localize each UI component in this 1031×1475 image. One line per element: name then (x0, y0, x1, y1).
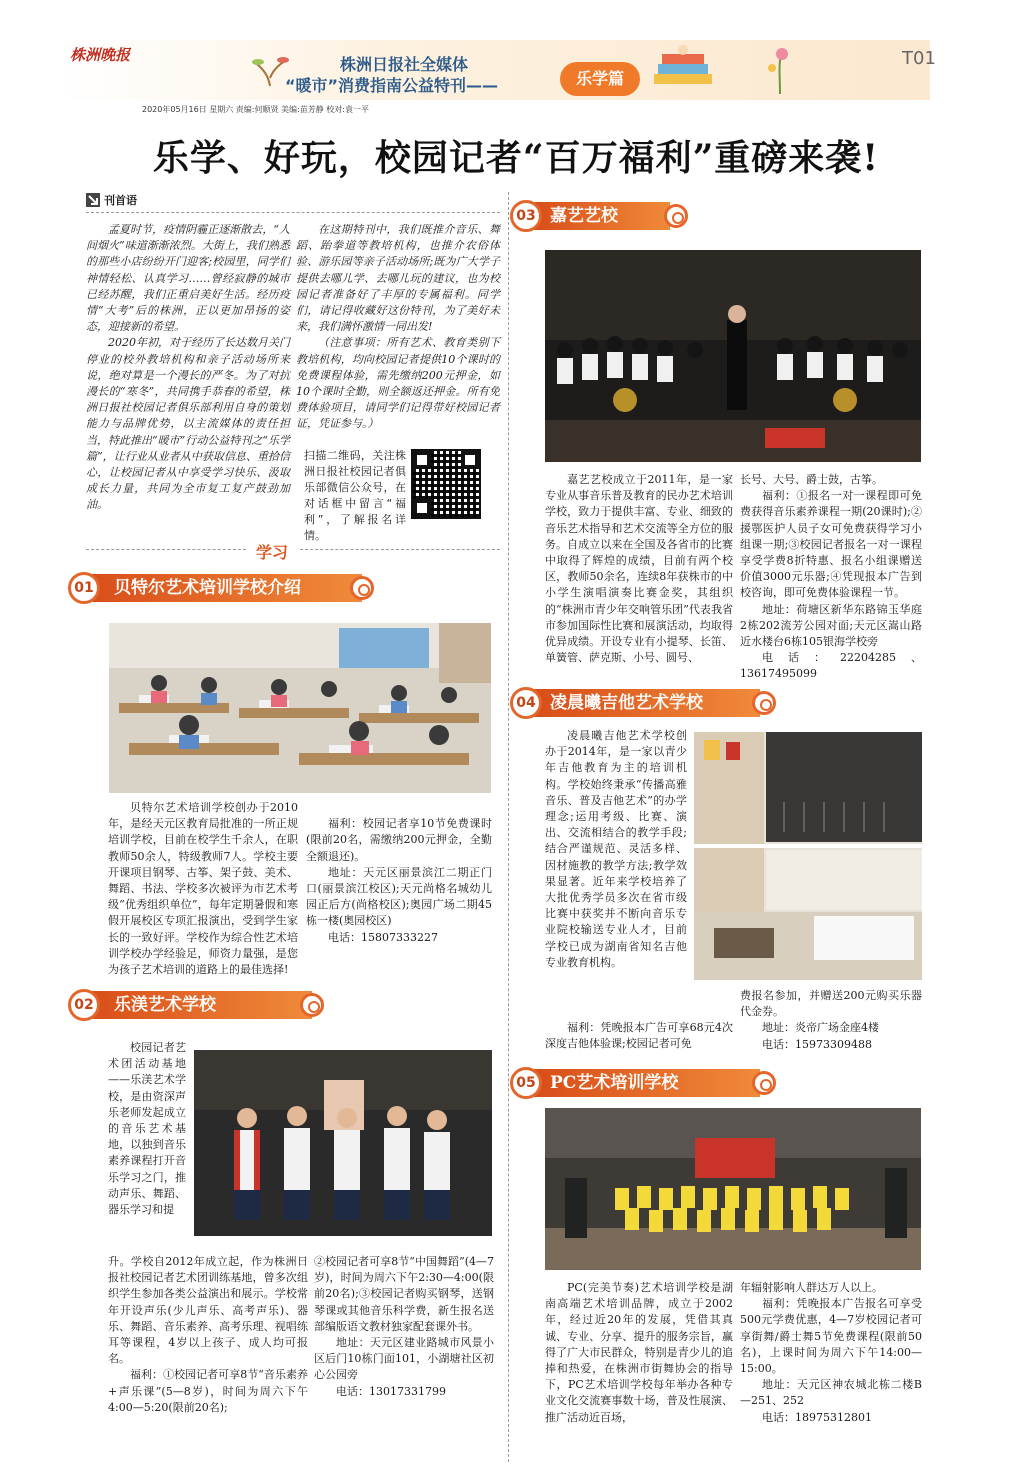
banner-leaf-decoration (250, 48, 290, 88)
section-04-photo (694, 732, 922, 980)
section-05-number: 05 (510, 1067, 542, 1099)
section-05-swirl-icon (752, 1071, 776, 1095)
banner-books-illustration (648, 44, 718, 98)
qr-eye-icon (413, 451, 431, 469)
section-01-photo (109, 623, 491, 793)
section-02-side-text: 校园记者艺术团活动基地——乐渼艺术学校，是由资深声乐老师发起成立的音乐艺术基地，以独到音乐素养课程打开音乐学习之门，推动声乐、舞蹈、器乐学习和提 (108, 1041, 186, 1217)
section-01-body-col2: 福利：校园记者享10节免费课时(限前20名，需缴纳200元押金，全勤全额退还)。 地址：天元区丽景滨江二期正门口(丽景滨江校区);天元尚格名城幼儿园正后方(尚格校区);奥园广场二期45栋一楼(奥园校区) 电话：15807333227 (306, 817, 492, 944)
newspaper-logo: 株洲晚报 (70, 46, 131, 64)
page-headline: 乐学、好玩，校园记者“百万福利”重磅来袭! (152, 137, 880, 179)
preface-arrow-icon (86, 193, 100, 207)
qr-caption: 扫描二维码，关注株洲日报社校园记者俱乐部微信公众号，在对话框中留言“福利”，了解报名详情。 (304, 449, 406, 542)
section-03-title: 嘉艺艺校 (550, 206, 618, 226)
section-05-photo (545, 1108, 921, 1270)
section-03-body-col2: 长号、大号、爵士鼓，古筝。 福利：①报名一对一课程即可免费获得音乐素养课程一期(20课时);②援鄂医护人员子女可免费获得学习小组课一期;③校园记者报名一对一课程享受学费8折特惠、报名小组课赠送价值3000元乐器;④凭现报本广告到校咨询，即可免费体验课程一节。 地址：荷塘区新华东路锦玉华庭2栋202流芳公园对面;天元区嵩山路近水楼台6栋105银海学校旁 电话：22204285、13617495099 (740, 473, 922, 681)
section-03-body-col1: 嘉艺艺校成立于2011年，是一家专业从事音乐普及教育的民办艺术培训学校，致力于提供丰富、专业、细致的音乐艺术指导和艺术交流等全方位的服务。自成立以来在全国及各省市的比赛中取得了辉煌的成绩，目前有两个校区，教师50余名，连续8年获株市的中小学生演唱演奏比赛金奖，其组织的“株洲市青少年交响管乐团”代表我省市参加国际性比赛和展演活动，均取得优异成绩。开设专业有小提琴、长笛、单簧管、萨克斯、小号、圆号、 (545, 473, 733, 665)
section-03-number: 03 (510, 200, 542, 232)
section-01-number: 01 (68, 572, 100, 604)
banner-tag: 乐学篇 (560, 62, 640, 96)
section-03-swirl-icon (664, 204, 688, 228)
section-05-title: PC艺术培训学校 (550, 1073, 679, 1093)
banner-title-line1: 株洲日报社全媒体 (340, 55, 469, 74)
section-02-swirl-icon (300, 993, 324, 1017)
qr-eye-icon (461, 451, 479, 469)
preface-divider (86, 212, 500, 213)
preface-col1: 孟夏时节，疫情阴霾正逐渐散去，“人间烟火”味道渐渐浓烈。大街上，我们熟悉的那些小店纷纷开门迎客;校园里，同学们神情轻松、认真学习……曾经寂静的城市已经苏醒，我们正重启美好生活。经历疫情“大考”后的株洲，正以更加昂扬的姿态，迎接新的希望。 2020年初，对于经历了长达数月关门停业的校外教培机构和亲子活动场所来说，绝对算是一个漫长的严冬。为了对抗漫长的“寒冬”，共同携手恭春的希望，株洲日报社校园记者俱乐部利用自身的策划能力与品牌优势，以主流媒体的责任担当，特此推出“暖市”行动公益特刊之“乐学篇”，让行业从业者从中获取信息、重拾信心，让校园记者从中享受学习快乐、汲取成长力量，共同为全市复工复产鼓劲加油。 (86, 223, 290, 512)
section-04-number: 04 (510, 687, 542, 719)
section-04-body-col1: 福利：凭晚报本广告可享68元4次深度吉他体验课;校园记者可免 (545, 1021, 733, 1051)
page-number: T01 (902, 48, 936, 69)
banner-title-line2: “暖市”消费指南公益特刊—— (285, 76, 499, 95)
section-02-photo (194, 1050, 492, 1236)
section-02-body-col2: ②校园记者可享8节“中国舞蹈”(4—7岁)，时间为周六下午2:30—4:00(限前20名);③校园记者购买钢琴，送钢琴课或其他音乐科学费，新生报名送部编版语文教材独家配套课外书。 地址：天元区建业路城市风景小区后门10栋门面101，小湖塘社区初心公园旁 电话：13017331799 (314, 1255, 494, 1398)
section-01-body-col1: 贝特尔艺术培训学校创办于2010年，是经天元区教育局批准的一所正规培训学校，目前在校学生千余人，在职教师50余人，特级教师7人。学校主要开课项目钢琴、古筝、架子鼓、美术、舞蹈、书法、学校多次被评为市艺术考级“优秀组织单位”，每年定期暑假和寒假开展校区专项汇报演出，受到学生家长的一致好评。学校作为综合性艺术培训学校办学经验足，师资力量强，是您为孩子艺术培训的道路上的最佳选择! (108, 801, 298, 977)
qr-eye-icon (413, 499, 431, 517)
section-03-photo (545, 250, 921, 462)
section-04-swirl-icon (752, 691, 776, 715)
banner-flower-decoration (760, 44, 800, 94)
preface-label: 刊首语 (86, 192, 137, 208)
section-01-title: 贝特尔艺术培训学校介绍 (114, 578, 301, 598)
study-label: 学习 (256, 543, 289, 562)
section-05-body-col2: 年辐射影响人群达万人以上。 福利：凭晚报本广告报名可享受500元学费优惠，4—7岁校园记者可享街舞/爵士舞5节免费课程(限前50名)，上课时间为周六下午14:00—15:00。 地址：天元区神农城北栋二楼B—251、252 电话：18975312801 (740, 1281, 922, 1424)
study-divider-left (86, 549, 246, 550)
section-04-body-col2: 费报名参加，并赠送200元购买乐器代金券。 地址：炎帝广场金座4楼 电话：15973309488 (740, 989, 922, 1051)
section-02-title: 乐渼艺术学校 (114, 995, 216, 1015)
study-divider-right (300, 549, 500, 550)
preface-col2: 在这期特刊中，我们既推介音乐、舞蹈、跆拳道等教培机构，也推介农俗体验、游乐园等亲子活动场所;既为广大学子提供去哪儿学、去哪儿玩的建议，也为校园记者准备好了丰厚的专属福利。同学们，请记得收藏好这份特刊，为了美好未来，我们满怀激情一同出发! （注意事项：所有艺术、教育类别下教培机构，均向校园记者提供10个课时的免费课程体验，需先缴纳200元押金，如10个课时全勤，则全额返还押金。所有免费体验项目，请同学们记得带好校园记者证，凭证参与。） (296, 223, 500, 431)
section-05-body-col1: PC(完美节奏)艺术培训学校是湖南高端艺术培训品牌，成立于2002年，经过近20年的发展，凭借其真诚、专业、分享、提升的服务宗旨，赢得了广大市民群众，特别是青少儿的追捧和热爱，在株洲市街舞协会的指导下，PC艺术培训学校每年举办各种专业文化交流赛事数十场，普及性展演、推广活动近百场， (545, 1281, 733, 1424)
section-04-side-text: 凌晨曦吉他艺术学校创办于2014年，是一家以青少年吉他教育为主的培训机构。学校始终秉承“传播高雅音乐、普及吉他艺术”的办学理念;运用考级、比赛、演出、交流相结合的教学手段;结合严谨规范、灵活多样、因材施教的教学方法;教学效果显著。近年来学校培养了大批优秀学员多次在省市级比赛中获奖并不断向音乐专业院校输送专业人才，目前学校已成为湖南省知名吉他专业教育机构。 (545, 729, 687, 969)
section-02-body-col1: 升。学校自2012年成立起，作为株洲日报社校园记者艺术团训练基地，曾多次组织学生参加各类公益演出和展示。学校常年开设声乐(少儿声乐、高考声乐)、器乐、舞蹈、音乐素养、高考乐理、视唱练耳等课程，4岁以上孩子、成人均可报名。 福利：①校园记者可享8节“音乐素养+声乐课”(5—8岁)，时间为周六下午4:00—5:20(限前20名); (108, 1255, 308, 1414)
column-divider (508, 192, 509, 1462)
section-04-title: 凌晨曦吉他艺术学校 (550, 693, 703, 713)
section-02-number: 02 (68, 989, 100, 1021)
section-01-swirl-icon (350, 576, 374, 600)
issue-meta: 2020年05月16日 星期六 责编:何顺贤 美编:苗芳静 校对:袁一平 (142, 105, 369, 114)
